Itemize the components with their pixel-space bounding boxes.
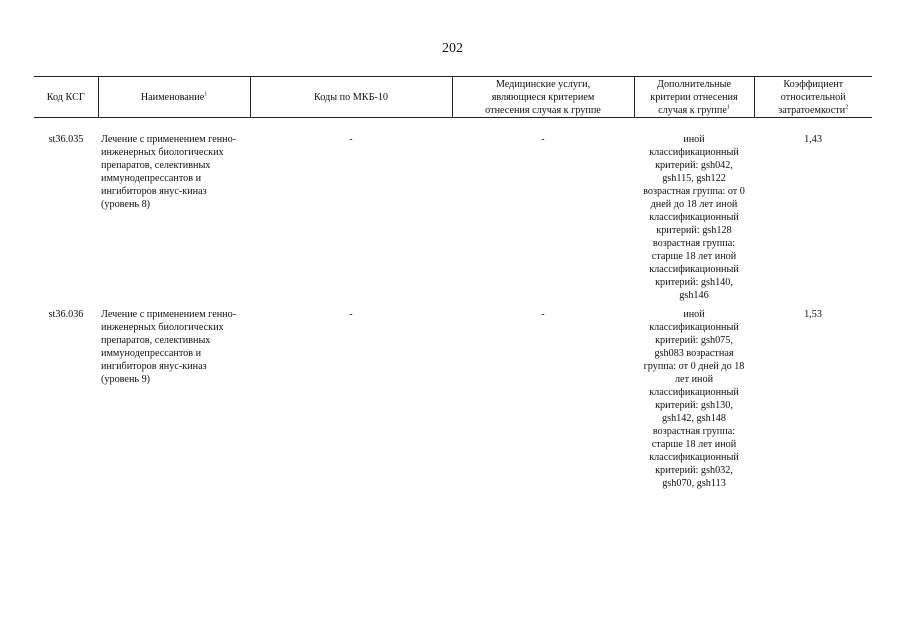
header-name: Наименование$^1$ [98, 77, 250, 118]
row-coef: 1,53 [804, 309, 822, 320]
row-name: Лечение с применением генно-инженерных биологических препаратов, селективных иммунодепрессантов и ингибиторов янус-киназ (уровень 9) [101, 309, 237, 385]
row-code: st36.036 [48, 309, 84, 320]
row-code: st36.035 [48, 134, 84, 145]
row-criteria: иной классификационный критерий: gsh075, gsh083 возрастная группа: от 0 дней до 18 лет иной классификационный критерий: gsh130, gsh142, gsh148 возрастная группа: старше 18 лет иной классификационный критерий: gsh032, gsh070, gsh113 [643, 309, 745, 489]
header-criteria: Дополнительные критерии отнесения случая к группе$^1$ [634, 77, 754, 118]
table-row [34, 133, 872, 302]
page-number: 202 [442, 41, 463, 56]
row-mkb: - [349, 309, 353, 320]
table-header-row [34, 77, 872, 118]
row-mkb: - [349, 134, 353, 145]
row-criteria: иной классификационный критерий: gsh042, gsh115, gsh122 возрастная группа: от 0 дней до 18 лет иной классификационный критерий: gsh128 возрастная группа: старше 18 лет иной классификационный критерий: gsh140, gsh146 [643, 134, 745, 301]
header-code: Код КСГ [34, 77, 98, 118]
row-coef: 1,43 [804, 134, 822, 145]
row-services: - [541, 309, 545, 320]
ksg-table [34, 76, 872, 490]
header-coef: Коэффициент относительной затратоемкости$^2$ [754, 77, 872, 118]
row-name: Лечение с применением генно-инженерных биологических препаратов, селективных иммунодепрессантов и ингибиторов янус-киназ (уровень 8) [101, 134, 237, 210]
header-services: Медицинские услуги, являющиеся критерием отнесения случая к группе [452, 77, 634, 118]
header-mkb: Коды по МКБ-10 [250, 77, 452, 118]
row-services: - [541, 134, 545, 145]
table-row [34, 308, 872, 490]
